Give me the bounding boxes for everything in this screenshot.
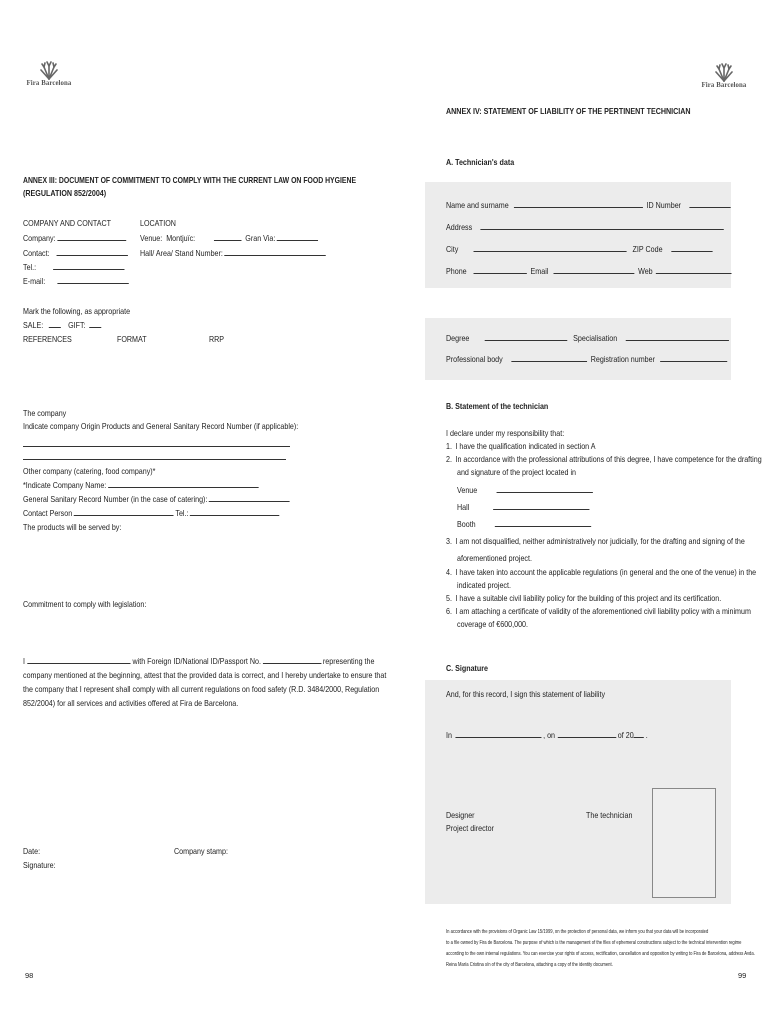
address-field[interactable]: [481, 222, 724, 230]
declaration-line-2: company mentioned at the beginning, attest that the provided data is correct, and I hereby undertake to ensure that: [23, 670, 387, 680]
technician-signature-box[interactable]: [652, 788, 716, 898]
contact-person-field[interactable]: [74, 508, 174, 516]
id-number-field[interactable]: [690, 200, 731, 208]
gran-via-label: Gran Via:: [245, 233, 276, 243]
indicate-company-name-field[interactable]: [108, 480, 259, 488]
other-company-text: Other company (catering, food company)*: [23, 466, 156, 476]
sale-field[interactable]: [48, 320, 60, 328]
format-column: FORMAT: [117, 334, 147, 344]
montjuic-field[interactable]: [214, 233, 242, 241]
hall-area-stand-field[interactable]: [225, 248, 326, 256]
item-4-text-a: I have taken into account the applicable regulations (in general and the one of the venue) in the: [455, 567, 757, 577]
the-technician-label: The technician: [586, 810, 633, 820]
section-b-heading: B. Statement of the technician: [446, 401, 549, 411]
item-6-text-a: I am attaching a certificate of validity of the aforementioned civil liability policy with a minimum: [455, 606, 751, 616]
project-director-label: Project director: [446, 823, 494, 833]
sign-year-field[interactable]: [634, 730, 644, 738]
fira-barcelona-logo-right: [699, 60, 749, 90]
hall-field-right[interactable]: [493, 502, 589, 510]
item-5-number: 5.: [446, 593, 452, 603]
qualification-panel: [425, 318, 731, 380]
origin-field-line-1[interactable]: [23, 446, 290, 447]
indicate-company-name-label: *Indicate Company Name:: [23, 480, 107, 490]
logo-text: Fira Barcelona: [701, 82, 747, 89]
footnote-line-2: to a file owned by Fira de Barcelona. The purpose of which is the management of the files of ephemeral constructions subject to the technical intervention regime: [446, 940, 742, 946]
mark-following-text: Mark the following, as appropriate: [23, 306, 131, 316]
venue-label-right: Venue: [457, 485, 478, 495]
specialisation-label: Specialisation: [573, 333, 618, 343]
item-3-text-a: I am not disqualified, neither administratively nor judicially, for the drafting and signing of the: [455, 536, 745, 546]
name-surname-field[interactable]: [514, 200, 643, 208]
tel2-field[interactable]: [190, 508, 279, 516]
degree-field[interactable]: [485, 333, 568, 341]
gsr-number-field[interactable]: [209, 494, 290, 502]
page-number-right: 99: [738, 971, 747, 980]
on-label: , on: [543, 730, 556, 740]
item-1-text: I have the qualification indicated in section A: [455, 441, 596, 451]
email-field-right[interactable]: [554, 266, 635, 274]
email-label-right: Email: [530, 266, 549, 276]
tel2-label: Tel.:: [175, 508, 189, 518]
sign-place-field[interactable]: [455, 730, 541, 738]
email-label: E-mail:: [23, 276, 46, 286]
email-field[interactable]: [57, 276, 128, 284]
origin-field-line-2[interactable]: [23, 459, 286, 460]
address-label: Address: [446, 222, 473, 232]
item-3-text-b: aforementioned project.: [457, 553, 532, 563]
city-label: City: [446, 244, 459, 254]
record-text: And, for this record, I sign this statement of liability: [446, 689, 606, 699]
item-2-text-b: and signature of the project located in: [457, 467, 577, 477]
contact-person-label: Contact Person: [23, 508, 73, 518]
declarant-name-field[interactable]: [28, 656, 131, 664]
logo-text: Fira Barcelona: [26, 80, 72, 87]
phone-field[interactable]: [474, 266, 527, 274]
designer-label: Designer: [446, 810, 475, 820]
registration-number-field[interactable]: [660, 354, 727, 362]
item-6-number: 6.: [446, 606, 452, 616]
professional-body-field[interactable]: [511, 354, 587, 362]
annex3-title: ANNEX III: DOCUMENT OF COMMITMENT TO COMPLY WITH THE CURRENT LAW ON FOOD HYGIENE: [23, 176, 357, 185]
company-field[interactable]: [57, 233, 126, 241]
hall-area-stand-label: Hall/ Area/ Stand Number:: [140, 248, 223, 258]
annex4-title: ANNEX IV: STATEMENT OF LIABILITY OF THE PERTINENT TECHNICIAN: [446, 106, 691, 116]
company-stamp-label: Company stamp:: [174, 846, 228, 856]
references-column: REFERENCES: [23, 334, 72, 344]
web-label: Web: [638, 266, 653, 276]
date-label: Date:: [23, 846, 41, 856]
declaration-line-3: the company that I represent shall comply with all current regulations on food safety (R.D. 3484/2000, Regulation: [23, 684, 380, 694]
declaration-representing: representing the: [322, 656, 375, 666]
hall-label-right: Hall: [457, 502, 470, 512]
indicate-origin-text: Indicate company Origin Products and General Sanitary Record Number (if applicable):: [23, 421, 299, 431]
signature-label: Signature:: [23, 860, 56, 870]
web-field[interactable]: [656, 266, 732, 274]
company-label: Company:: [23, 233, 56, 243]
id-number-label: ID Number: [646, 200, 682, 210]
declaration-i: I: [23, 656, 25, 666]
fira-logo-icon: [713, 60, 735, 82]
professional-body-label: Professional body: [446, 354, 503, 364]
declaration-with-id: with Foreign ID/National ID/Passport No.: [132, 656, 261, 666]
gift-field[interactable]: [89, 320, 101, 328]
rrp-column: RRP: [209, 334, 225, 344]
fira-barcelona-logo: [24, 58, 74, 88]
venue-label: Venue:: [140, 233, 163, 243]
contact-field[interactable]: [56, 248, 127, 256]
tel-field[interactable]: [53, 262, 124, 270]
footnote-line-1: In accordance with the provisions of Organic Law 15/1999, on the protection of personal data, we inform you that your data will be incorporated: [446, 929, 709, 935]
commitment-text: Commitment to comply with legislation:: [23, 599, 147, 609]
of20-label: of 20: [617, 730, 634, 740]
contact-label: Contact:: [23, 248, 50, 258]
declare-text: I declare under my responsibility that:: [446, 428, 565, 438]
montjuic-label: Montjuïc:: [166, 233, 196, 243]
the-company-label: The company: [23, 408, 67, 418]
fira-logo-icon: [38, 58, 60, 80]
period: .: [645, 730, 648, 740]
item-6-text-b: coverage of €600,000.: [457, 619, 529, 629]
gsr-number-label: General Sanitary Record Number (in the case of catering):: [23, 494, 208, 504]
location-heading: LOCATION: [140, 218, 176, 228]
city-field[interactable]: [474, 244, 627, 252]
footnote-line-4: Reina María Cristina s/n of the city of Barcelona, attaching a copy of the identity document.: [446, 962, 613, 968]
item-2-text-a: In accordance with the professional attributions of this degree, I have competence for the drafting: [455, 454, 762, 464]
section-c-heading: C. Signature: [446, 663, 489, 673]
zip-code-label: ZIP Code: [632, 244, 663, 254]
item-2-number: 2.: [446, 454, 452, 464]
footnote-line-3: according to the own internal regulations. You can exercise your rights of access, rectification, cancellation and opposition by writing to Fira de Barcelona, address Avda.: [446, 951, 755, 957]
sale-label: SALE:: [23, 320, 44, 330]
company-contact-heading: COMPANY AND CONTACT: [23, 218, 112, 228]
item-5-text: I have a suitable civil liability policy for the building of this project and its certification.: [455, 593, 722, 603]
registration-number-label: Registration number: [590, 354, 655, 364]
item-3-number: 3.: [446, 536, 452, 546]
page-number-left: 98: [25, 971, 34, 980]
in-label: In: [446, 730, 452, 740]
item-4-number: 4.: [446, 567, 452, 577]
item-1-number: 1.: [446, 441, 452, 451]
booth-label-right: Booth: [457, 519, 476, 529]
declaration-line-4: 852/2004) for all services and activities offered at Fira de Barcelona.: [23, 698, 239, 708]
sign-date-field[interactable]: [558, 730, 616, 738]
gift-label: GIFT:: [68, 320, 86, 330]
declarant-id-field[interactable]: [263, 656, 321, 664]
gran-via-field[interactable]: [277, 233, 318, 241]
specialisation-field[interactable]: [626, 333, 729, 341]
section-a-heading: A. Technician's data: [446, 157, 515, 167]
venue-field-right[interactable]: [496, 485, 592, 493]
name-surname-label: Name and surname: [446, 200, 509, 210]
item-4-text-b: indicated project.: [457, 580, 511, 590]
degree-label: Degree: [446, 333, 470, 343]
tel-label: Tel.:: [23, 262, 37, 272]
booth-field-right[interactable]: [495, 519, 591, 527]
phone-label: Phone: [446, 266, 467, 276]
annex3-title-regulation: (REGULATION 852/2004): [23, 188, 107, 198]
served-by-text: The products will be served by:: [23, 522, 122, 532]
zip-code-field[interactable]: [671, 244, 712, 252]
